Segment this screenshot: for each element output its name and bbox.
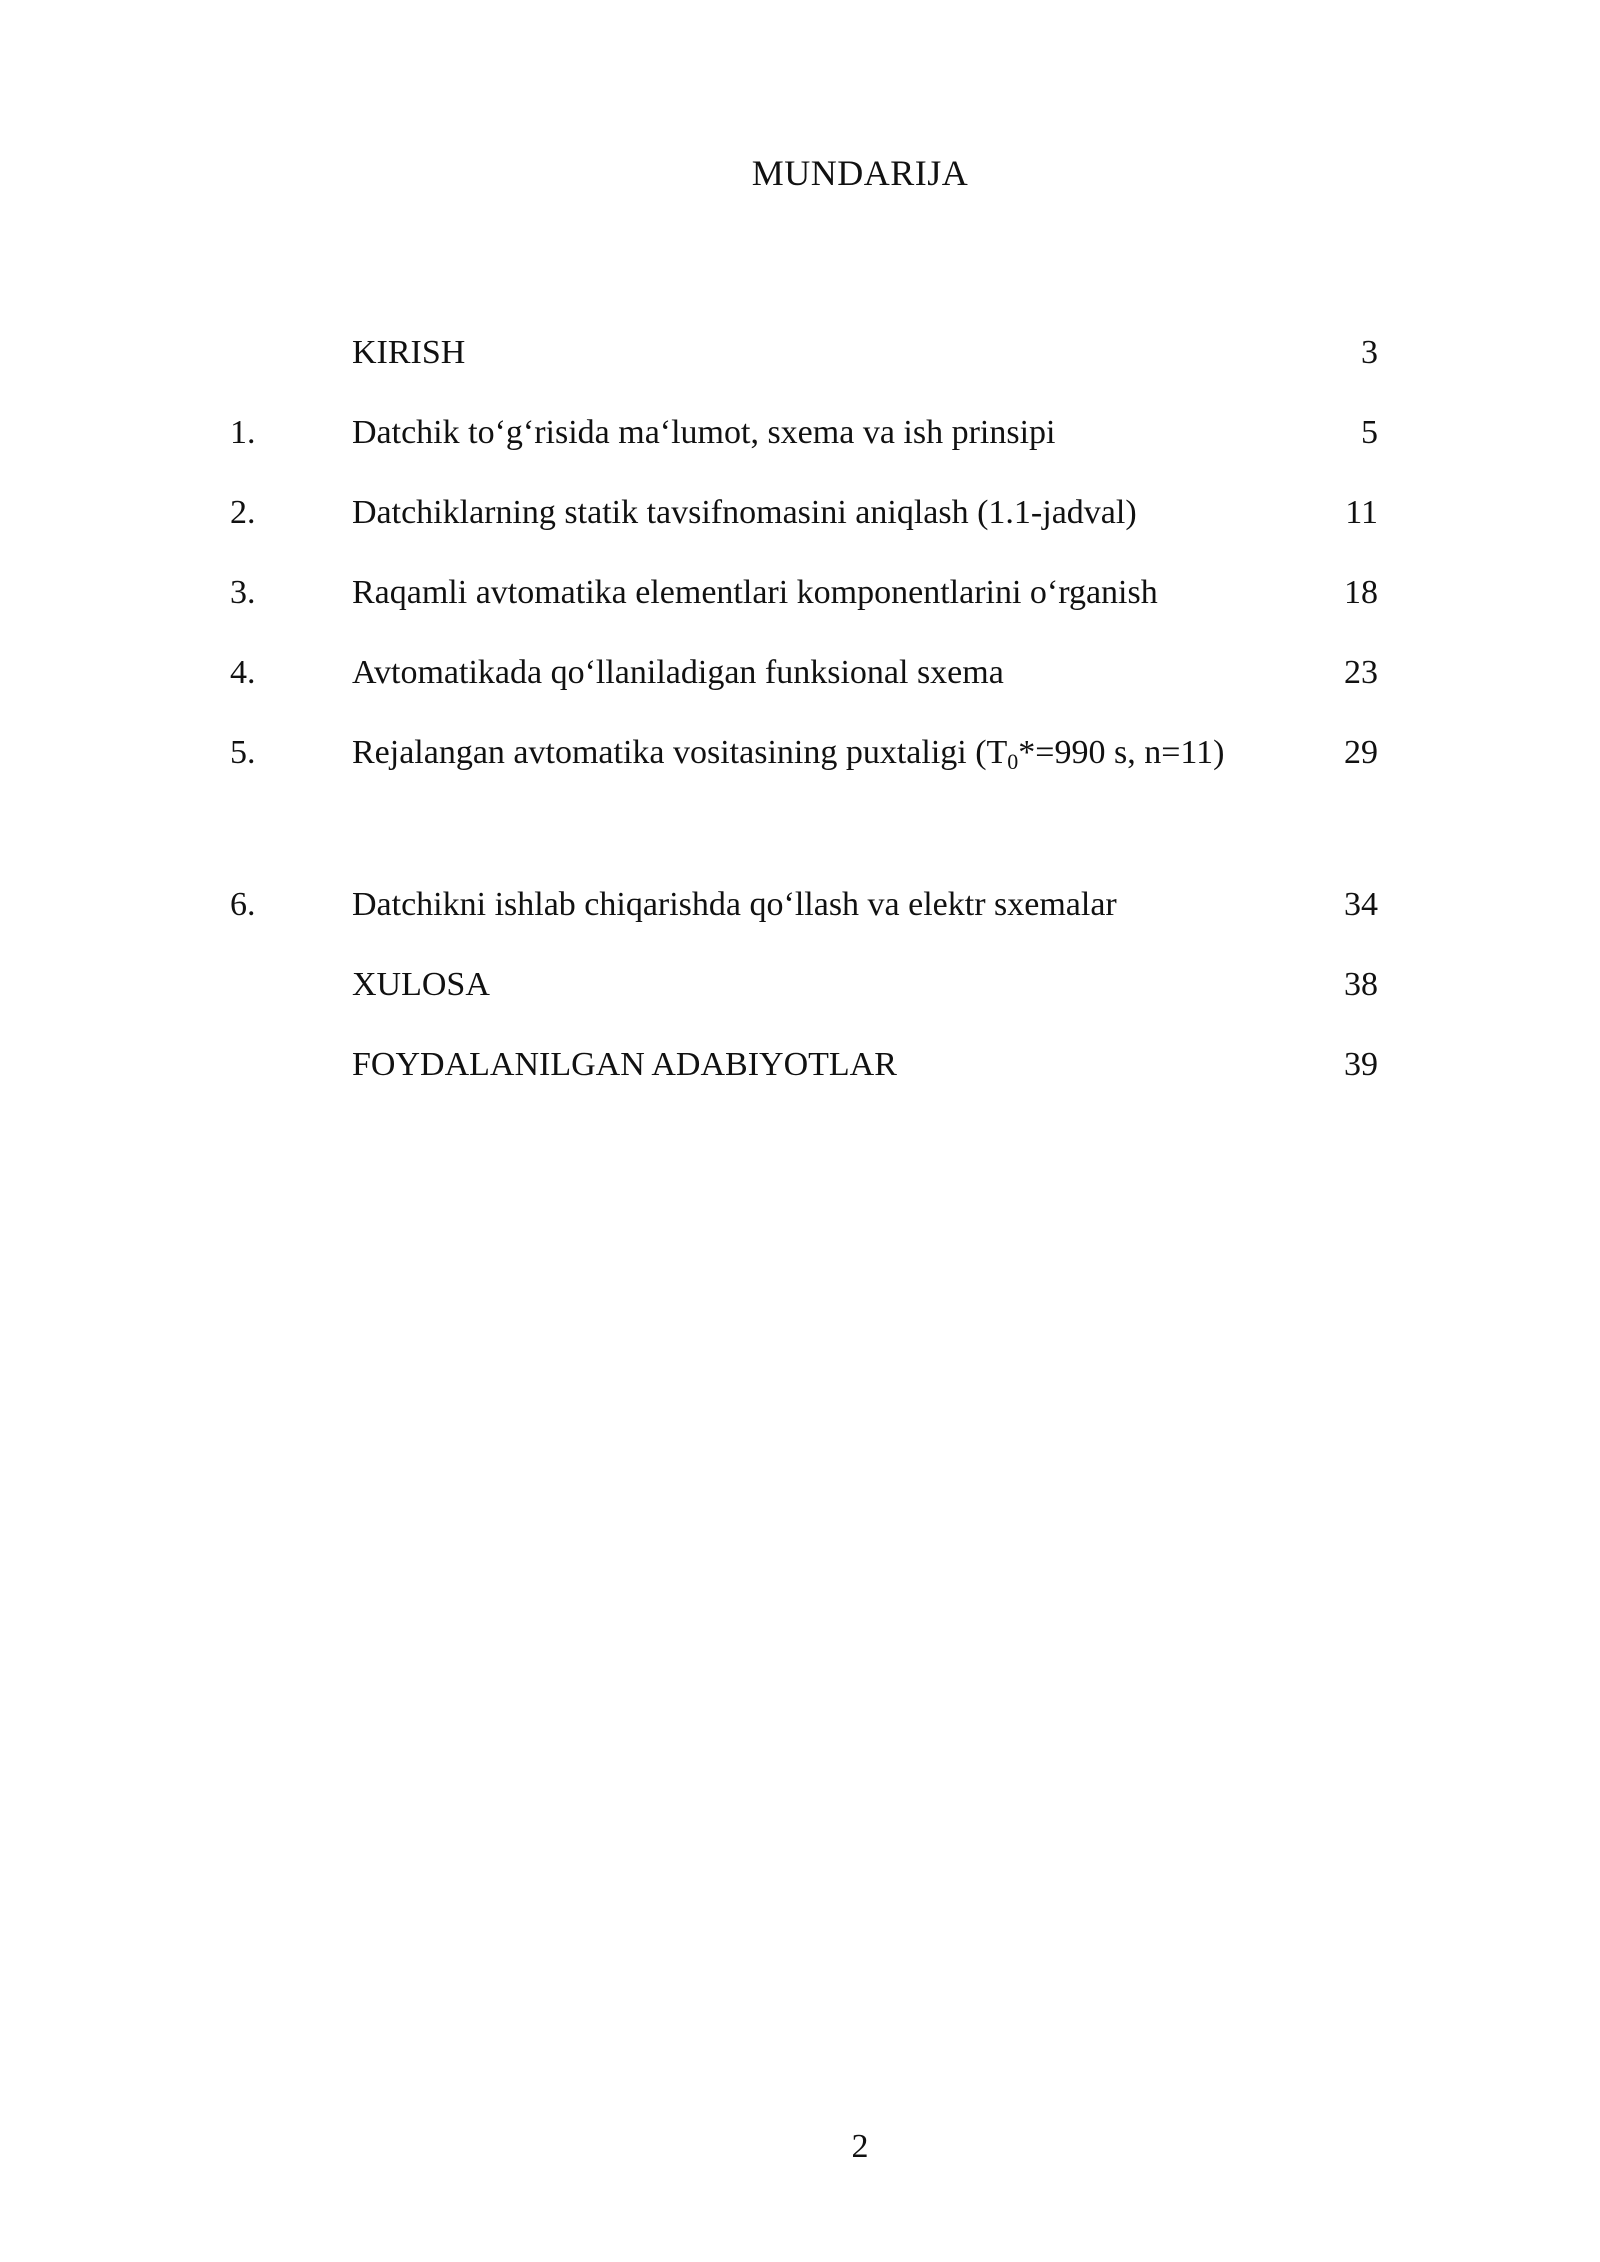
- toc-item-number: 4.: [230, 654, 256, 691]
- toc-item-number: 5.: [230, 734, 256, 771]
- toc-item-number: 1.: [230, 414, 256, 451]
- toc-item-title: XULOSA: [352, 966, 490, 1003]
- toc-item-number: 2.: [230, 494, 256, 531]
- toc-item-page: 3: [1361, 334, 1378, 371]
- table-of-contents: [0, 325, 1600, 1117]
- toc-item-page: 29: [1344, 734, 1378, 771]
- page-title: MUNDARIJA: [751, 153, 969, 193]
- toc-row: [0, 645, 1600, 725]
- toc-item-number: 6.: [230, 886, 256, 923]
- toc-item-title: [352, 717, 1282, 789]
- toc-item-page: 34: [1344, 886, 1378, 923]
- toc-item-title: Datchik to‘g‘risida ma‘lumot, sxema va ish prinsipi: [352, 414, 1056, 451]
- toc-item-title-part: Rejalangan avtomatika vositasining puxtaligi (T: [352, 734, 1008, 771]
- toc-item-page: 38: [1344, 966, 1378, 1003]
- toc-item-number: 3.: [230, 574, 256, 611]
- toc-item-page: 18: [1344, 574, 1378, 611]
- toc-item-title: Raqamli avtomatika elementlari komponentlarini o‘rganish: [352, 574, 1158, 611]
- toc-row: [0, 405, 1600, 485]
- toc-row: [0, 725, 1600, 877]
- toc-item-title: FOYDALANILGAN ADABIYOTLAR: [352, 1046, 897, 1083]
- toc-item-title: Datchikni ishlab chiqarishda qo‘llash va elektr sxemalar: [352, 886, 1117, 923]
- toc-item-page: 39: [1344, 1046, 1378, 1083]
- toc-row: [0, 325, 1600, 405]
- toc-item-title: Avtomatikada qo‘llaniladigan funksional sxema: [352, 654, 1004, 691]
- toc-row: [0, 957, 1600, 1037]
- toc-row: [0, 565, 1600, 645]
- toc-row: [0, 485, 1600, 565]
- toc-item-page: 23: [1344, 654, 1378, 691]
- toc-item-title: KIRISH: [352, 334, 466, 371]
- page-number: 2: [851, 2128, 869, 2165]
- toc-item-page: 5: [1361, 414, 1378, 451]
- toc-row: [0, 877, 1600, 957]
- toc-item-page: 11: [1345, 494, 1378, 531]
- toc-item-title: Datchiklarning statik tavsifnomasini aniqlash (1.1-jadval): [352, 494, 1137, 531]
- subscript-zero: 0: [1007, 749, 1019, 774]
- toc-item-title-part: *=990 s, n=11): [1018, 734, 1225, 771]
- toc-row: [0, 1037, 1600, 1117]
